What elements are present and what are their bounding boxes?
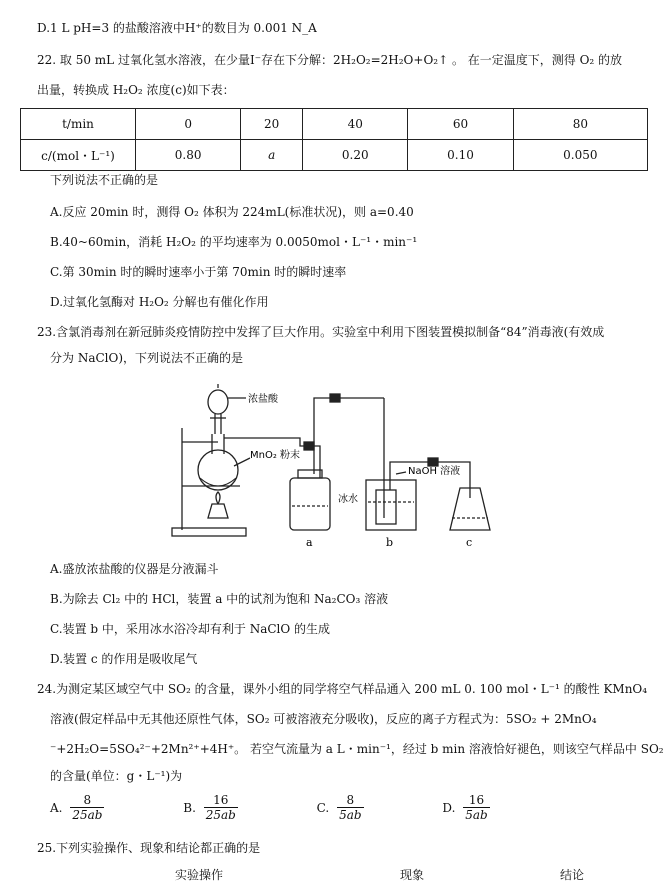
table-cell: 0.80 xyxy=(136,140,241,171)
tube-from-a xyxy=(314,398,384,474)
q25-header-conclusion: 结论 xyxy=(560,868,585,882)
table-cell: 80 xyxy=(513,109,647,140)
q24-stem-line3: ⁻+2H₂O=5SO₄²⁻+2Mn²⁺+4H⁺。 若空气流量为 a L・min⁻¹，经过 b min 溶液恰好褪色，则该空气样品中 SO₂ xyxy=(50,742,664,756)
q24-options xyxy=(50,793,565,822)
fraction xyxy=(337,793,363,822)
q22-option-d: D.过氧化氢酶对 H₂O₂ 分解也有催化作用 xyxy=(50,295,269,309)
q23-stem-line1: 23.含氯消毒剂在新冠肺炎疫情防控中发挥了巨大作用。实验室中利用下图装置模拟制备“84”消毒液(有效成 xyxy=(37,325,605,339)
q21-option-d: D.1 L pH=3 的盐酸溶液中H⁺的数目为 0.001 N_A xyxy=(37,21,317,35)
q24-option-b xyxy=(183,793,238,822)
q22-stem-line1: 22. 取 50 mL 过氧化氢水溶液，在少量I⁻存在下分解：2H₂O₂=2H₂O+O₂↑ 。 在一定温度下，测得 O₂ 的放 xyxy=(37,53,623,67)
q24-stem-line4: 的含量(单位：g・L⁻¹)为 xyxy=(50,769,183,783)
denominator: 25ab xyxy=(72,808,103,822)
table-cell: 0.20 xyxy=(303,140,408,171)
label-b: b xyxy=(386,536,394,548)
round-bottom-flask xyxy=(198,450,238,490)
numerator: 16 xyxy=(463,793,489,808)
flame xyxy=(216,492,220,504)
fraction xyxy=(70,793,104,822)
fraction xyxy=(204,793,238,822)
q23-option-b: B.为除去 Cl₂ 中的 HCl，装置 a 中的试剂为饱和 Na₂CO₃ 溶液 xyxy=(50,592,389,606)
q22-table xyxy=(20,108,648,171)
label-c: c xyxy=(466,536,473,548)
q24-stem-line2: 溶液(假定样品中无其他还原性气体，SO₂ 可被溶液充分吸收)，反应的离子方程式为：5SO₂ + 2MnO₄ xyxy=(50,712,597,726)
label-a: a xyxy=(306,536,313,548)
lab-apparatus-diagram xyxy=(170,378,510,548)
option-label: D. xyxy=(442,800,456,815)
numerator: 8 xyxy=(337,793,363,808)
q24-option-a xyxy=(50,793,104,822)
funnel-bulb xyxy=(208,390,228,414)
table-cell: a xyxy=(241,140,303,171)
alcohol-lamp xyxy=(208,504,228,518)
label-naoh: NaOH 溶液 xyxy=(408,466,461,477)
q24-stem-line1: 24.为测定某区域空气中 SO₂ 的含量，课外小组的同学将空气样品通入 200 mL 0. 100 mol・L⁻¹ 的酸性 KMnO₄ xyxy=(37,682,648,696)
option-label: C. xyxy=(316,800,330,815)
table-cell: 0 xyxy=(136,109,241,140)
bottle-a xyxy=(290,478,330,530)
fraction xyxy=(463,793,489,822)
q23-option-a: A.盛放浓盐酸的仪器是分液漏斗 xyxy=(50,562,219,576)
q25-stem: 25.下列实验操作、现象和结论都正确的是 xyxy=(37,841,261,855)
beaker-b xyxy=(366,480,416,530)
q23-stem-line2: 分为 NaClO)，下列说法不正确的是 xyxy=(50,351,244,365)
q22-option-a: A.反应 20min 时，测得 O₂ 体积为 224mL(标准状况)，则 a=0.40 xyxy=(50,205,414,219)
table-cell: 0.050 xyxy=(513,140,647,171)
table-row xyxy=(21,140,648,171)
numerator: 16 xyxy=(204,793,238,808)
q24-option-d xyxy=(442,793,489,822)
q23-option-c: C.装置 b 中，采用冰水浴冷却有利于 NaClO 的生成 xyxy=(50,622,331,636)
option-label: A. xyxy=(50,800,63,815)
q25-header-operation: 实验操作 xyxy=(175,868,224,882)
q23-option-d: D.装置 c 的作用是吸收尾气 xyxy=(50,652,198,666)
tube-b xyxy=(376,490,396,524)
table-cell: c/(mol・L⁻¹) xyxy=(21,140,136,171)
option-label: B. xyxy=(183,800,196,815)
q24-option-c xyxy=(317,793,364,822)
q22-question: 下列说法不正确的是 xyxy=(50,173,159,187)
table-cell: 20 xyxy=(241,109,303,140)
label-ice: 冰水 xyxy=(338,494,358,505)
table-header-row xyxy=(21,109,648,140)
label-acid: 浓盐酸 xyxy=(248,394,278,405)
denominator: 5ab xyxy=(465,808,488,822)
table-cell: t/min xyxy=(21,109,136,140)
label-mno2: MnO₂ 粉末 xyxy=(250,450,301,461)
table-cell: 0.10 xyxy=(408,140,513,171)
denominator: 5ab xyxy=(339,808,362,822)
stand-base xyxy=(172,528,246,536)
table-cell: 40 xyxy=(303,109,408,140)
numerator: 8 xyxy=(70,793,104,808)
table-cell: 60 xyxy=(408,109,513,140)
q22-option-c: C.第 30min 时的瞬时速率小于第 70min 时的瞬时速率 xyxy=(50,265,347,279)
q25-header-phenomenon: 现象 xyxy=(400,868,425,882)
q22-stem-line2: 出量，转换成 H₂O₂ 浓度(c)如下表： xyxy=(37,83,235,97)
q22-option-b: B.40~60min，消耗 H₂O₂ 的平均速率为 0.0050mol・L⁻¹・min⁻¹ xyxy=(50,235,418,249)
denominator: 25ab xyxy=(205,808,236,822)
